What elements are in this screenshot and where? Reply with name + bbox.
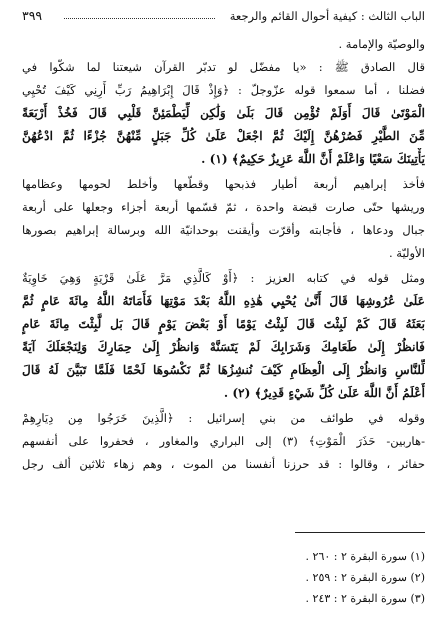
quran-verse-line: لِّلنَّاسِ وَانظُرْ إِلَى الْعِظَامِ كَيْفَ نُنشِزُهَا ثُمَّ نَكْسُوهَا لَحْمًا فَلَمَّا تَبَيَّنَ لَهُ قَالَ: [22, 363, 425, 377]
text-line: فضلنا ، أما سمعوا قوله عزّوجلّ : ﴿وَإِذْ قَالَ إِبْرَاهِيمُ رَبِّ أَرِنِي كَيْفَ تُحْيِي: [22, 83, 425, 97]
quran-verse-line: الْمَوْتَىٰ قَالَ أَوَلَمْ تُؤْمِن قَالَ بَلَىٰ وَلَٰكِن لِّيَطْمَئِنَّ قَلْبِي قَالَ فَخُذْ أَرْبَعَةً: [22, 106, 425, 120]
text-line: فأخذ إبراهيم أربعة أطيار فذبحها وقطّعها وأخلط لحومها وعظامها: [22, 177, 425, 191]
text-line: قال الصادق ﷺ : «يا مفضّل لو تدبّر القرآن شيعتنا لما شكّوا في: [22, 60, 425, 74]
footnote-separator: [295, 532, 425, 533]
text-line: والوصيّة والإمامة .: [338, 37, 425, 51]
text-line: جبال ودعاها ، فأجابته وأقرّت وأيقنت بوحدانيّة الله وبرسالة إبراهيم بصورها: [22, 223, 425, 237]
footnote: (٣) سورة البقرة ٢ : ٢٤٣ .: [305, 592, 425, 605]
quran-verse-line: عَلَىٰ عُرُوشِهَا قَالَ أَنَّىٰ يُحْيِي هَٰذِهِ اللَّهُ بَعْدَ مَوْتِهَا فَأَمَاتَهُ اللَّهُ مِائَةَ عَامٍ ثُمَّ: [22, 294, 425, 308]
header-dotted-leader: [64, 18, 215, 19]
text-line: ومثل قوله في كتابه العزيز : ﴿أَوْ كَالَّذِي مَرَّ عَلَىٰ قَرْيَةٍ وَهِيَ خَاوِيَةٌ: [22, 271, 425, 285]
page-number: ٣٩٩: [22, 8, 43, 23]
quran-verse-line: يَأْتِينَكَ سَعْيًا وَاعْلَمْ أَنَّ اللَّهَ عَزِيزٌ حَكِيمٌ﴾ (١) .: [201, 152, 425, 166]
body-text: [22, 33, 425, 476]
quran-verse-line: بَعَثَهُ قَالَ كَمْ لَبِثْتَ قَالَ لَبِثْتُ يَوْمًا أَوْ بَعْضَ يَوْمٍ قَالَ بَل لَّبِثْتَ مِائَةَ عَامٍ: [22, 317, 425, 331]
footnote: (١) سورة البقرة ٢ : ٢٦٠ .: [305, 550, 425, 563]
quran-verse-line: أَعْلَمُ أَنَّ اللَّهَ عَلَىٰ كُلِّ شَيْءٍ قَدِيرٌ﴾ (٢) .: [223, 386, 425, 400]
text-line: وقوله في طوائف من بني إسرائيل : ﴿الَّذِينَ خَرَجُوا مِن دِيَارِهِمْ: [22, 411, 425, 425]
text-line: وريشها حتّى صارت قبضة واحدة ، ثمّ قسّمها أربعة أجزاء وجعلها على أربعة: [22, 200, 425, 214]
footnote: (٢) سورة البقرة ٢ : ٢٥٩ .: [305, 571, 425, 584]
text-line: الأوليّة .: [388, 246, 425, 260]
text-line: حفائر ، وقالوا : قد حرزنا أنفسنا من الموت ، وهم زهاء ثلاثين ألف رجل: [22, 457, 425, 471]
quran-verse-line: فَانظُرْ إِلَىٰ طَعَامِكَ وَشَرَابِكَ لَمْ يَتَسَنَّهْ وَانظُرْ إِلَىٰ حِمَارِكَ وَلِنَجْعَلَكَ آيَةً: [22, 340, 425, 354]
running-header: [22, 6, 425, 26]
text-line: -هاربين- حَذَرَ الْمَوْتِ﴾ (٣) إلى البراري والمغاور ، فحفروا على أنفسهم: [22, 434, 425, 448]
quran-verse-line: مِّنَ الطَّيْرِ فَصُرْهُنَّ إِلَيْكَ ثُمَّ اجْعَلْ عَلَىٰ كُلِّ جَبَلٍ مِّنْهُنَّ جُزْءًا ثُمَّ ادْعُهُنَّ: [22, 129, 425, 143]
chapter-title: الباب الثالث : كيفية أحوال القائم والرجعة: [229, 9, 425, 23]
